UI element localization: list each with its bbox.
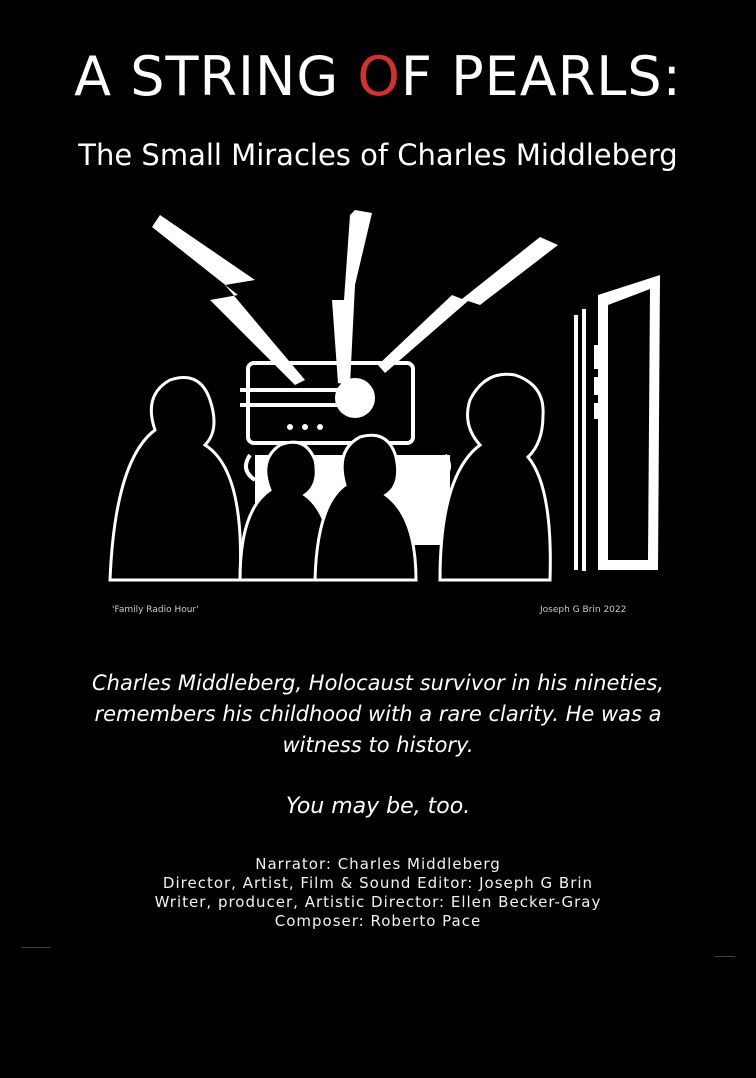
poster-tagline: You may be, too. — [285, 794, 471, 819]
title-part-1: A STRING — [74, 45, 358, 108]
lightning-bolt-center — [332, 210, 372, 385]
title-part-2: F PEARLS: — [400, 45, 682, 108]
credits-block — [0, 855, 756, 931]
lightning-bolt-left — [152, 215, 305, 385]
credit-line: Narrator: Charles Middleberg — [255, 855, 501, 873]
divider-left — [22, 947, 50, 948]
title-red-o: O — [357, 45, 401, 108]
family-radio-illustration — [100, 205, 670, 595]
credit-line: Composer: Roberto Pace — [274, 912, 482, 930]
artwork-caption-credit: Joseph G Brin 2022 — [540, 605, 627, 615]
divider-right — [715, 956, 735, 957]
poster-subtitle: The Small Miracles of Charles Middleberg — [78, 138, 678, 172]
mother-silhouette — [110, 378, 241, 581]
poster-title — [0, 45, 756, 108]
artwork-caption-title: 'Family Radio Hour' — [112, 605, 199, 615]
credit-line: Writer, producer, Artistic Director: Ellen Becker-Gray — [154, 893, 602, 911]
lightning-bolt-right — [378, 237, 558, 373]
poster-blurb: Charles Middleberg, Holocaust survivor in his nineties, remembers his childhood with a rare clarity. He was a witness to history. — [92, 671, 664, 757]
father-silhouette — [440, 374, 550, 580]
credit-line: Director, Artist, Film & Sound Editor: Joseph G Brin — [162, 874, 594, 892]
doorway — [574, 275, 660, 571]
